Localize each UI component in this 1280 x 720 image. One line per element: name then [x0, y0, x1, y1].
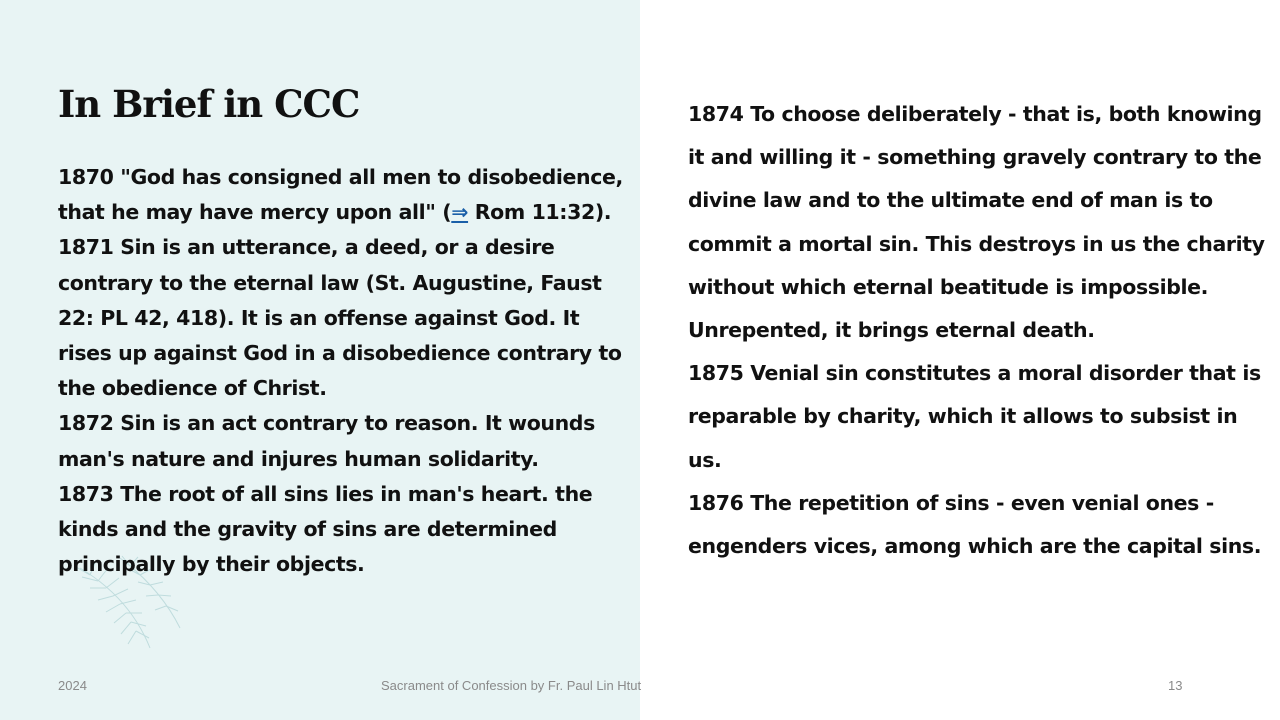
slide-title: In Brief in CCC: [58, 82, 360, 126]
paragraph-ccc-1875: 1875 Venial sin constitutes a moral disorder that is reparable by charity, which it allows to subsist in us.: [688, 361, 1261, 472]
left-column-text: [58, 160, 636, 582]
paragraph-1870-text: 1870 "God has consigned all men to disobedience, that he may have mercy upon all" (: [58, 165, 623, 225]
paragraph-1870-reference: Rom 11:32).: [468, 200, 612, 225]
paragraph-ccc-1871: 1871 Sin is an utterance, a deed, or a desire contrary to the eternal law (St. Augustine, Faust 22: PL 42, 418). It is an offense against God. It rises up against God in a disobedience contrary to the obedience of Christ.: [58, 235, 622, 401]
paragraph-ccc-1876: 1876 The repetition of sins - even venial ones - engenders vices, among which are the capital sins.: [688, 490, 1262, 559]
footer-year: 2024: [58, 678, 87, 693]
paragraph-ccc-1870: [58, 160, 636, 230]
paragraph-ccc-1872: 1872 Sin is an act contrary to reason. It wounds man's nature and injures human solidarity.: [58, 411, 595, 471]
paragraph-ccc-1874: 1874 To choose deliberately - that is, both knowing it and willing it - something gravely contrary to the divine law and to the ultimate end of man is to commit a mortal sin. This destroys in us the charity without which eternal beatitude is impossible. Unrepented, it brings eternal death.: [688, 102, 1265, 343]
paragraph-ccc-1873: 1873 The root of all sins lies in man's heart. the kinds and the gravity of sins are determined principally by their objects.: [58, 481, 593, 577]
reference-link[interactable]: ⇒: [451, 200, 469, 225]
page-number: 13: [1168, 678, 1183, 693]
footer-title: Sacrament of Confession by Fr. Paul Lin Htut: [381, 678, 642, 693]
right-column-text: [688, 93, 1268, 568]
